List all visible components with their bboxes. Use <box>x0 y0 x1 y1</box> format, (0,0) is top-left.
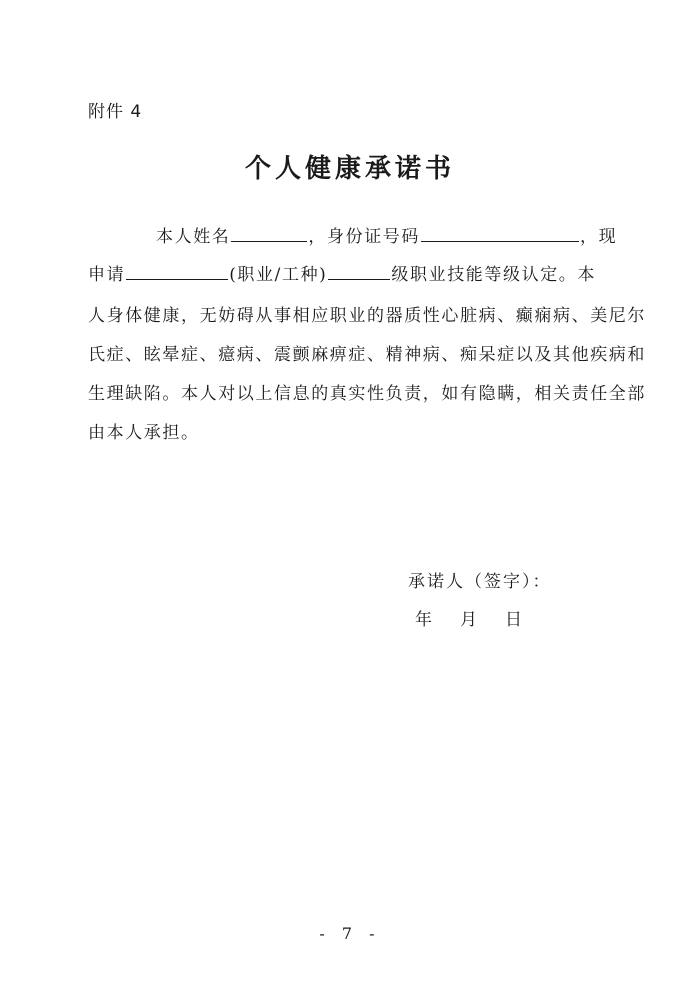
date-day: 日 <box>505 610 524 630</box>
name-label: 本人姓名 <box>156 227 231 247</box>
date-month: 月 <box>460 610 479 630</box>
body-line-4: 氏症、眩晕症、癔病、震颤麻痹症、精神病、痴呆症以及其他疾病和 <box>88 345 646 365</box>
line2-tail: 级职业技能等级认定。本 <box>391 265 597 285</box>
line1-tail: ，现 <box>580 227 618 247</box>
id-number-blank <box>421 224 579 242</box>
id-number-label: ，身份证号码 <box>308 227 421 247</box>
apply-label: 申请 <box>88 265 126 285</box>
date-year: 年 <box>415 610 434 630</box>
document-title: 个人健康承诺书 <box>244 154 455 184</box>
annex-label: 附件 4 <box>88 102 143 122</box>
page-number: - 7 - <box>319 924 381 943</box>
signature-label: 承诺人（签字）： <box>408 572 552 592</box>
date-line <box>415 605 550 630</box>
body-line-1 <box>88 222 618 247</box>
body-line-5: 生理缺陷。本人对以上信息的真实性负责，如有隐瞒，相关责任全部 <box>88 384 646 404</box>
occupation-label: (职业/工种) <box>229 265 328 285</box>
body-line-2 <box>88 260 618 285</box>
name-blank <box>231 224 307 242</box>
level-blank <box>328 262 390 280</box>
occupation-blank <box>126 262 228 280</box>
body-line-6: 由本人承担。 <box>88 423 200 443</box>
body-line-3: 人身体健康，无妨碍从事相应职业的器质性心脏病、癫痫病、美尼尔 <box>88 306 646 326</box>
